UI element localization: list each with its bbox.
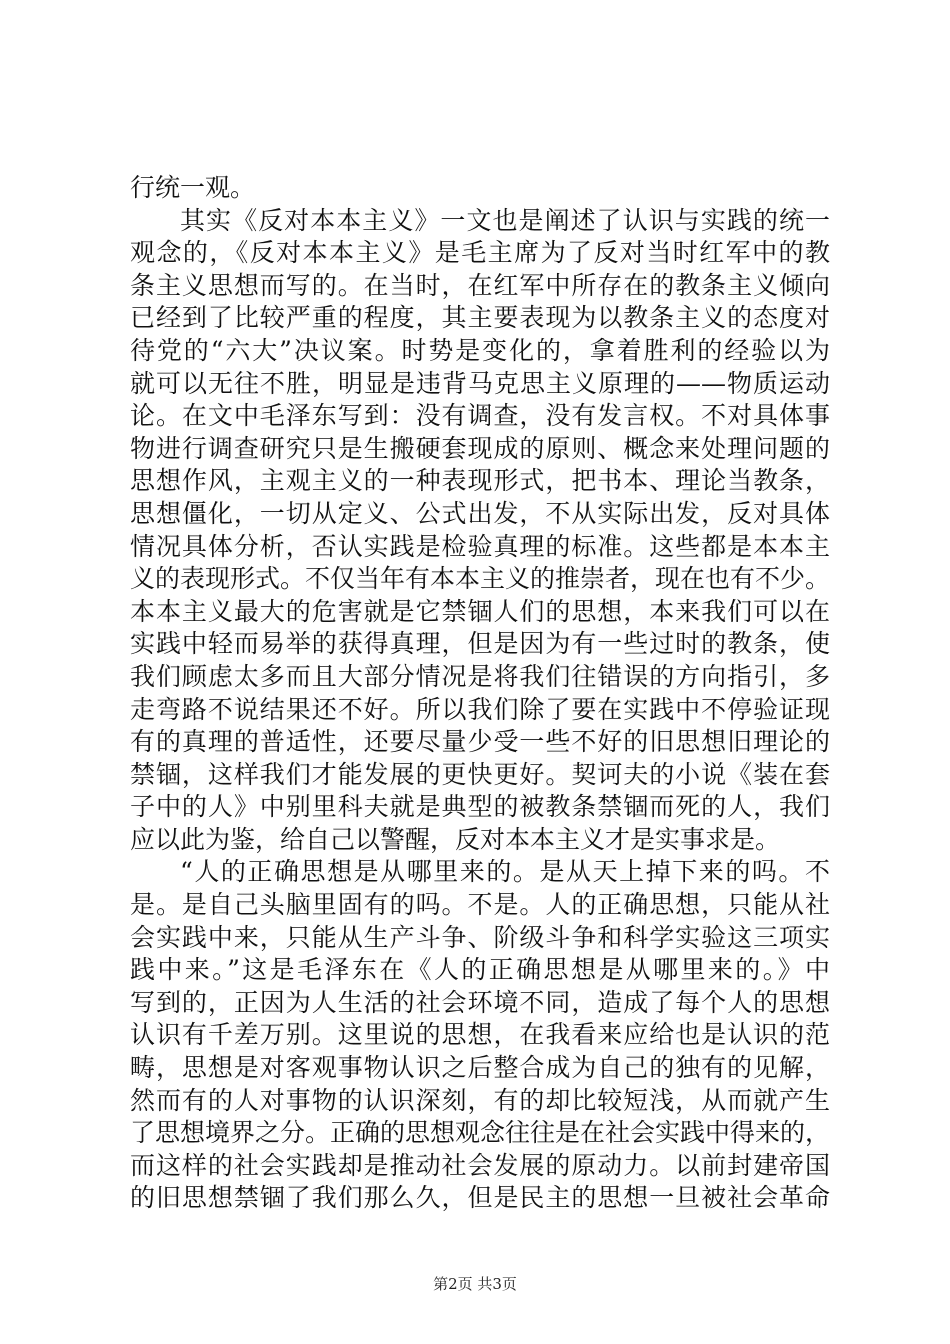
text-line: 子中的人》中别里科夫就是典型的被教条禁锢而死的人，我们	[130, 792, 830, 822]
body-text	[130, 172, 830, 1215]
text-line: “人的正确思想是从哪里来的。是从天上掉下来的吗。不	[180, 857, 830, 887]
text-line: 条主义思想而写的。在当时，在红军中所存在的教条主义倾向	[130, 270, 830, 300]
text-line: 的旧思想禁锢了我们那么久，但是民主的思想一旦被社会革命	[130, 1183, 830, 1213]
text-line: 待党的“六大”决议案。时势是变化的，拿着胜利的经验以为	[130, 335, 830, 365]
text-line: 我们顾虑太多而且大部分情况是将我们往错误的方向指引，多	[130, 661, 830, 691]
text-line: 已经到了比较严重的程度，其主要表现为以教条主义的态度对	[130, 303, 830, 333]
text-line: 而这样的社会实践却是推动社会发展的原动力。以前封建帝国	[130, 1150, 830, 1180]
text-line: 情况具体分析，否认实践是检验真理的标准。这些都是本本主	[130, 531, 830, 561]
page-number-footer: 第2页 共3页	[433, 1275, 517, 1293]
text-line: 行统一观。	[130, 173, 256, 202]
text-line: 论。在文中毛泽东写到：没有调查，没有发言权。不对具体事	[130, 401, 830, 431]
text-line: 走弯路不说结果还不好。所以我们除了要在实践中不停验证现	[130, 694, 830, 724]
text-line: 义的表现形式。不仅当年有本本主义的推崇者，现在也有不少。	[130, 564, 831, 594]
text-line: 畴，思想是对客观事物认识之后整合成为自己的独有的见解，	[130, 1053, 830, 1083]
text-line: 禁锢，这样我们才能发展的更快更好。契诃夫的小说《装在套	[130, 759, 830, 789]
text-line: 本本主义最大的危害就是它禁锢人们的思想，本来我们可以在	[130, 596, 830, 626]
text-line: 了思想境界之分。正确的思想观念往往是在社会实践中得来的，	[130, 1118, 831, 1148]
text-line: 物进行调查研究只是生搬硬套现成的原则、概念来处理问题的	[130, 433, 830, 463]
text-line: 实践中轻而易举的获得真理，但是因为有一些过时的教条，使	[130, 629, 830, 659]
text-line: 写到的，正因为人生活的社会环境不同，造成了每个人的思想	[130, 987, 830, 1017]
text-line: 然而有的人对事物的认识深刻，有的却比较短浅，从而就产生	[130, 1085, 830, 1115]
text-line: 其实《反对本本主义》一文也是阐述了认识与实践的统一	[180, 205, 830, 235]
text-line: 观念的，《反对本本主义》是毛主席为了反对当时红军中的教	[130, 238, 830, 268]
text-line: 是。是自己头脑里固有的吗。不是。人的正确思想，只能从社	[130, 890, 830, 920]
text-line: 应以此为鉴，给自己以警醒，反对本本主义才是实事求是。	[130, 824, 781, 854]
text-line: 思想作风，主观主义的一种表现形式，把书本、理论当教条，	[130, 466, 830, 496]
text-line: 会实践中来，只能从生产斗争、阶级斗争和科学实验这三项实	[130, 922, 830, 952]
text-line: 践中来。”这是毛泽东在《人的正确思想是从哪里来的。》中	[130, 955, 830, 985]
text-line: 有的真理的普适性，还要尽量少受一些不好的旧思想旧理论的	[130, 727, 830, 757]
text-line: 认识有千差万别。这里说的思想，在我看来应给也是认识的范	[130, 1020, 830, 1050]
text-line: 思想僵化，一切从定义、公式出发，不从实际出发，反对具体	[130, 498, 830, 528]
text-line: 就可以无往不胜，明显是违背马克思主义原理的——物质运动	[130, 368, 830, 398]
